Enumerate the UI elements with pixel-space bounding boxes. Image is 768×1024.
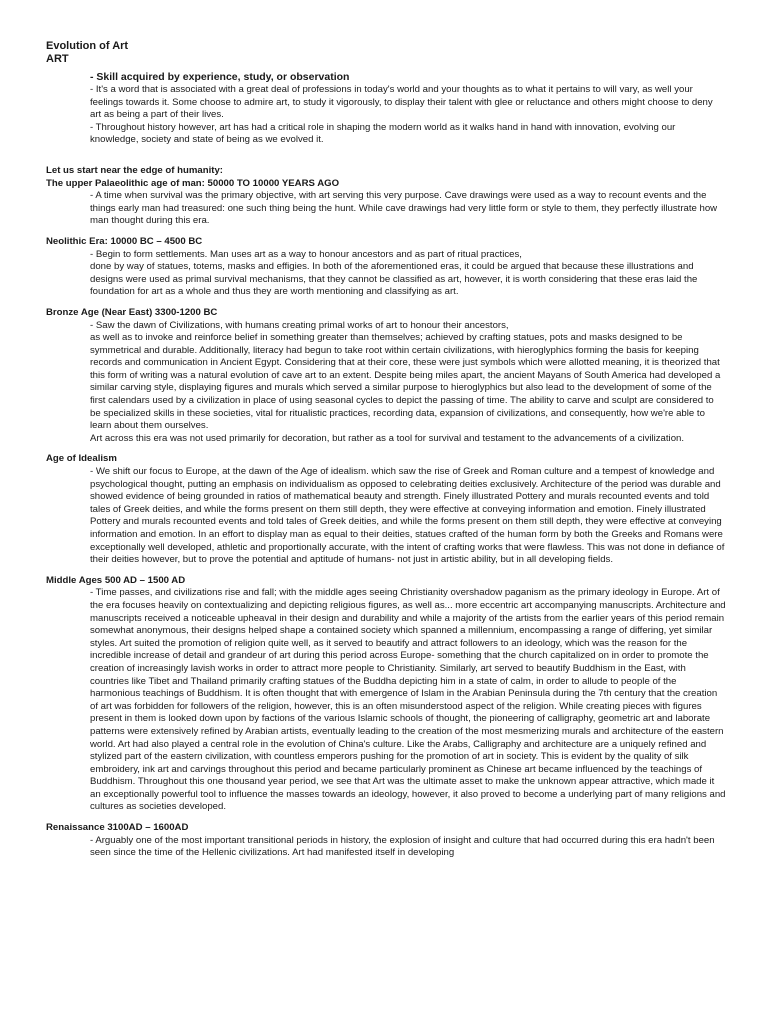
document-subtitle: ART bbox=[46, 53, 69, 65]
section-heading-bronze: Bronze Age (Near East) 3300-1200 BC bbox=[46, 306, 218, 318]
renaissance-paragraph: - Arguably one of the most important transitional periods in history, the explosion of insight and culture that had occurred during this era hadn't been seen since the time of the Hellenic civilizations. Art had manifested itself in developing bbox=[90, 834, 715, 859]
section-lead: Let us start near the edge of humanity: bbox=[46, 164, 223, 176]
section-heading-neolithic: Neolithic Era: 10000 BC – 4500 BC bbox=[46, 235, 203, 247]
bronze-paragraph: Art across this era was not used primarily for decoration, but rather as a tool for survival and testament to the advancements of a civilization. bbox=[90, 432, 685, 444]
intro-paragraph: - Throughout history however, art has had a critical role in shaping the modern world as it walks hand in hand with innovation, evolving our knowledge, society and state of being as we evolved it. bbox=[90, 121, 676, 146]
section-heading-palaeolithic: The upper Palaeolithic age of man: 50000 TO 10000 YEARS AGO bbox=[46, 177, 340, 189]
document-page bbox=[46, 40, 726, 860]
document-title: Evolution of Art bbox=[46, 40, 129, 52]
bronze-paragraph: - Saw the dawn of Civilizations, with humans creating primal works of art to honour their ancestors, bbox=[90, 319, 509, 331]
palaeolithic-paragraph: - A time when survival was the primary objective, with art serving this very purpose. Cave drawings were used as a way to recount events and the things early man had treasured: one such thing being the hunt. While cave drawings had very little form or style to them, they perfectly illustrate how man thought during this era. bbox=[90, 190, 718, 227]
section-heading-renaissance: Renaissance 3100AD – 1600AD bbox=[46, 822, 189, 834]
spacer bbox=[46, 147, 726, 165]
bronze-paragraph: as well as to invoke and reinforce belief in something greater than themselves; achieved by crafting statues, pots and masks designed to be symmetrical and durable. Additionally, literacy had begun to take root within certain civilizations, with hieroglyphics forming the basis for keeping records and communication in Ancient Egypt. Considering that at their core, these were just symbols which were allotted meaning, it is theorized that this form of writing was a natural evolution of cave art to an extent. Despite being miles apart, the ancient Mayans of South America had developed a similar carving style, displaying figures and murals which served a similar purpose to hieroglyphics but also lead to the development of some of the first calendars used by a civilization in place of using seasonal cycles to depict the passing of time. The ability to carve and sculpt are considered to be specialized skills in these societies, vital for ritualistic practices, recording data, expansion of civilizations, and consequently, how we're able to learn about them ourselves. bbox=[90, 332, 721, 432]
definition-line: - Skill acquired by experience, study, or observation bbox=[90, 71, 350, 83]
section-heading-idealism: Age of Idealism bbox=[46, 453, 117, 465]
neolithic-paragraph: done by way of statues, totems, masks and effigies. In both of the aforementioned eras, it could be argued that because these illustrations and designs were used as primal survival mechanisms, that they cannot be classified as art, however, it is worth considering that these eras laid the foundation for art as a whole and thus they are worth mentioning and classifying as art. bbox=[90, 261, 698, 298]
intro-block bbox=[90, 84, 726, 147]
intro-paragraph: - It's a word that is associated with a great deal of professions in today's world and your thoughts as to what it pertains to will vary, as well your feelings towards it. Some choose to admire art, to study it vigorously, to display their talent with glee or reluctance and others might choose to deny art as being a part of their lives. bbox=[90, 84, 713, 121]
idealism-paragraph: - We shift our focus to Europe, at the dawn of the Age of idealism. which saw the rise of Greek and Roman culture and a tempest of knowledge and psychological thought, putting an emphasis on individualism as opposed to celebrating deities exclusively. Architecture of the period was durable and showed evidence of being grounded in ratios of mathematical beauty and strength. Finely illustrated Pottery and murals recounted events and told tales of Greek deities, and while the forms present on them still depth, they were effective at conveying information and emotion. Finely illustrated Pottery and murals recounted events and told tales of Greek deities, and while the forms present on them still depth, they were effective at conveying information and emotion. In an effort to display man as equal to their deities, statues crafted of the human form by both the Greeks and Romans were exceptionally well developed, athletic and proportionally accurate, with the intent of crafting works that were flawless. This was not done in defiance of their deities however, but to prove the potential and aptitude of humans- not just in artistic ability, but in all developing fields. bbox=[90, 466, 725, 566]
section-heading-middle-ages: Middle Ages 500 AD – 1500 AD bbox=[46, 574, 186, 586]
middle-ages-paragraph: - Time passes, and civilizations rise and fall; with the middle ages seeing Christianity overshadow paganism as the primary ideology in Europe. Art of the era focuses heavily on contextualizing and depicting religious figures, as well as... more eccentric art accompanying manuscripts. Architecture and manuscripts received a noticeable upheaval in their design and durability and while a majority of the artists from the earlier years of this period remain somewhat anonymous, their designs helped shape a contained society which spanned a millennium, encompassing a range of differing, yet similar styles. Art suited the promotion of religion quite well, as it served to beautify and attract followers to an ideology, which was the reason for the incredible increase of detail and grandeur of art during this period across Europe- something that the church capitalized on in order to promote the creation of increasingly lavish works in order to attract more people to Christianity. Similarly, art served to beautify Buddhism in the East, with countries like Tibet and Thailand primarily crafting statues of the Buddha depicting him in a state of calm, in order to allude to people of the harmonious teachings of Buddhism. It is often thought that with emergence of Islam in the Arabian Peninsula during the 7th century that the creation of art was forbidden for followers of the religion, however, this is an often misunderstood aspect of the religion. While creating pieces with figures present in them is looked down upon by factions of the various Islamic schools of thought, the pioneering of calligraphy, geometric art and laborate patterns were extensively refined by Arabian artists, eventually leading to the creation of the most mesmerizing murals and architecture of the eastern world. Art had also played a central role in the evolution of China's culture. Like the Arabs, Calligraphy and architecture are a uniquely refined and stylized part of the eastern civilization, with countless emperors pushing for the promotion of art in society. This is evident by the quality of silk embroidery, ink art and carvings throughout this period and became particularly prominent as Chinese art became influenced by the teachings of Buddhism. Throughout this one thousand year period, we see that Art was the ultimate asset to make the unknown appear attractive, which made it an exceptionally powerful tool to influence the masses towards an ideology, however, it also proved to become a underlying part of many religions and cultures as societies developed. bbox=[90, 587, 726, 813]
neolithic-paragraph: - Begin to form settlements. Man uses art as a way to honour ancestors and as part of ritual practices, bbox=[90, 248, 522, 260]
